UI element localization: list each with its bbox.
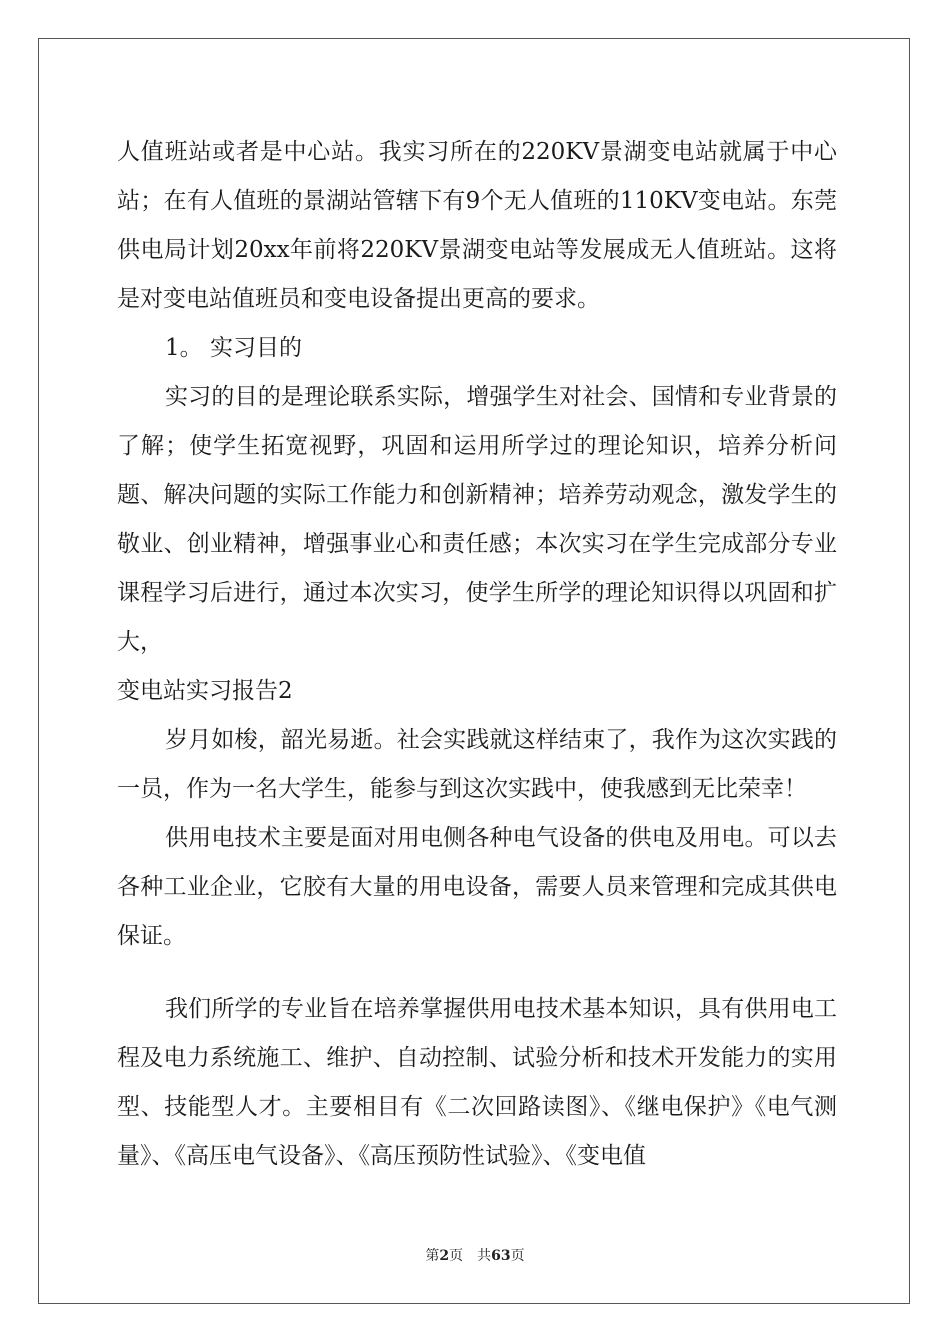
- footer-total-pages: 63: [491, 1248, 511, 1264]
- paragraph-gap: [117, 961, 837, 985]
- footer-page-number: 2: [439, 1248, 450, 1264]
- footer-prefix: 第: [425, 1248, 440, 1264]
- paragraph-purpose: 实习的目的是理论联系实际，增强学生对社会、国情和专业背景的了解；使学生拓宽视野，巩固和运用所学过的理论知识，培养分析问题、解决问题的实际工作能力和创新精神；培养劳动观念，激发学生的敬业、创业精神，增强事业心和责任感；本次实习在学生完成部分专业课程学习后进行，通过本次实习，使学生所学的理论知识得以巩固和扩大，: [117, 384, 837, 655]
- document-body: [117, 128, 837, 1181]
- section-number-heading: 1。 实习目的: [165, 335, 302, 361]
- paragraph-tech: 供用电技术主要是面对用电侧各种电气设备的供电及用电。可以去各种工业企业，它胶有大量的用电设备，需要人员来管理和完成其供电保证。: [117, 825, 837, 949]
- footer-suffix: 页: [510, 1248, 525, 1264]
- report-title: 变电站实习报告2: [117, 678, 293, 704]
- paragraph-continued: 人值班站或者是中心站。我实习所在的220KV景湖变电站就属于中心站；在有人值班的景湖站管辖下有9个无人值班的110KV变电站。东莞供电局计划20xx年前将220KV景湖变电站等发展成无人值班站。这将是对变电站值班员和变电设备提出更高的要求。: [117, 139, 837, 312]
- page-footer: [0, 1245, 950, 1265]
- footer-mid: 页 共: [449, 1248, 492, 1264]
- paragraph-courses: 我们所学的专业旨在培养掌握供用电技术基本知识，具有供用电工程及电力系统施工、维护、自动控制、试验分析和技术开发能力的实用型、技能型人才。主要相目有《二次回路读图》、《继电保护》《电气测量》、《高压电气设备》、《高压预防性试验》、《变电值: [117, 996, 837, 1169]
- paragraph-intro: 岁月如梭，韶光易逝。社会实践就这样结束了，我作为这次实践的一员，作为一名大学生，能参与到这次实践中，使我感到无比荣幸！: [117, 727, 837, 802]
